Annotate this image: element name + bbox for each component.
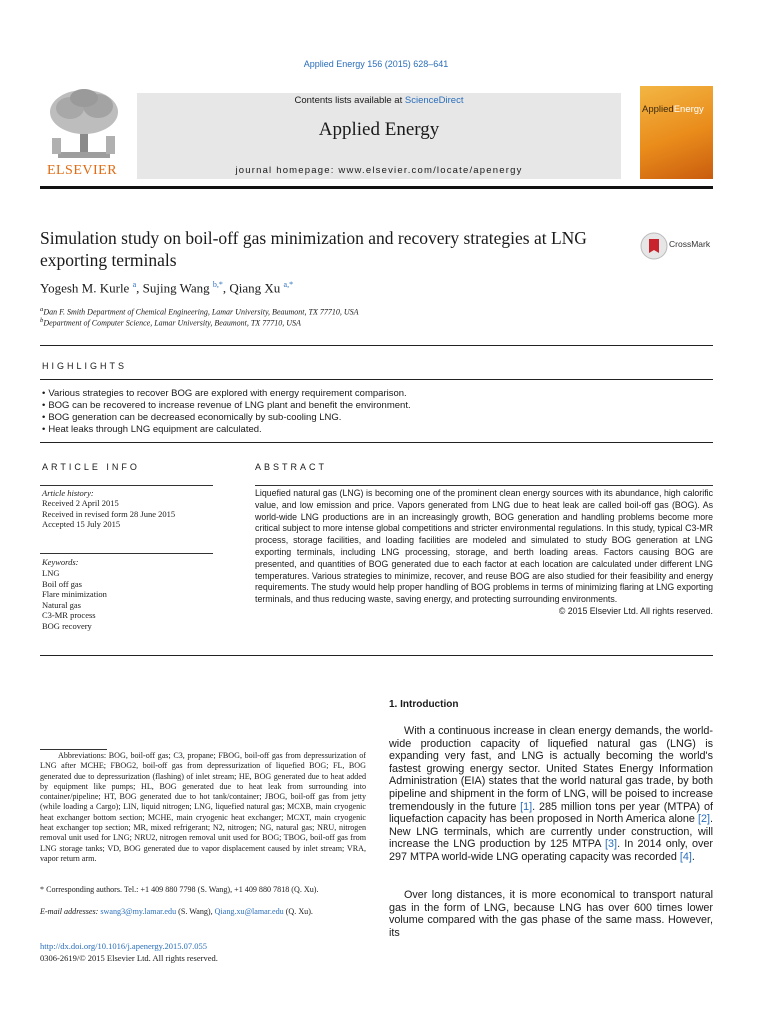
abstract-heading: ABSTRACT [255, 462, 328, 472]
keyword: LNG [42, 568, 60, 578]
list-item: • Heat leaks through LNG equipment are calculated. [42, 424, 411, 436]
highlights-list [42, 388, 411, 436]
divider [40, 485, 213, 486]
author-list: Yogesh M. Kurle $^a$, Sujing Wang $^{b,*}$, Qiang Xu $^{a,*}$ [40, 280, 294, 296]
article-history: Received 2 April 2015 Received in revised form 28 June 2015 Accepted 15 July 2015 [42, 498, 176, 529]
list-item: • Various strategies to recover BOG are explored with energy requirement comparison. [42, 388, 411, 400]
contents-line: Contents lists available at ScienceDirect [294, 95, 464, 106]
corresponding-footnote: * Corresponding authors. Tel.: +1 409 880 7798 (S. Wang), +1 409 880 7818 (Q. Xu). [40, 885, 319, 894]
author-name[interactable]: Sujing Wang [142, 280, 210, 296]
author-mark[interactable]: b,* [212, 280, 223, 289]
divider [40, 553, 213, 554]
affiliation: $^b$Department of Computer Science, Lamar University, Beaumont, TX 77710, USA [40, 317, 301, 328]
email-footnote: E-mail addresses: swang3@my.lamar.edu (S. Wang), Qiang.xu@lamar.edu (Q. Xu). [40, 907, 313, 916]
crossmark-label: CrossMark [669, 239, 711, 249]
ref-link[interactable]: [4] [679, 850, 692, 863]
footnote-divider [40, 749, 107, 750]
keyword: Boil off gas [42, 578, 82, 589]
author-mark[interactable]: a,* [283, 280, 294, 289]
sciencedirect-link[interactable]: ScienceDirect [404, 95, 464, 106]
highlights-heading: HIGHLIGHTS [42, 361, 128, 371]
keyword: Flare minimization [42, 589, 107, 599]
intro-paragraph: With a continuous increase in clean energy demands, the world-wide production capacity of liquefied natural gas (LNG) is expanding very fast, and LNG is actually becoming the world's fastest growing energy sector. United States Energy Information Administration (EIA) states that the world natural gas trade, by both pipeline and shipment in the form of LNG, will be poised to increase tremendously in the future [1]. 285 million tons per year (MTPA) of liquefaction capacity has been proposed in North America alone [2]. New LNG terminals, which are currently under construction, will increase the LNG production by 125 MTPA [3]. In 2014 only, over 297 MTPA world-wide LNG operating capacity was recorded [4]. [389, 725, 714, 863]
author-mark[interactable]: a [132, 280, 137, 289]
journal-citation[interactable]: Applied Energy 156 (2015) 628–641 [303, 59, 449, 69]
header-divider [40, 186, 713, 189]
journal-homepage[interactable]: journal homepage: www.elsevier.com/locate/apenergy [235, 165, 523, 176]
cover-title: AppliedEnergy [642, 104, 704, 115]
list-item: • BOG generation can be decreased economically by sub-cooling LNG. [42, 412, 411, 424]
abstract-text: Liquefied natural gas (LNG) is becoming one of the prominent clean energy sources with its abundance, high calorific value, and low emission and price. Vapors generated from LNG due to heat leak are called boil-off gas (BOG). As world-wide LNG productions are in an increasingly growth, BOG generation and handling problems become more critical subject to more intense global competitions and stricter environmental regulations. In this study, typical C3-MR process, storage facilities, and loading facilities are modeled and simulated to study BOG generation at LNG exporting terminals, including LNG processing, storage, and berth loading areas. Factors causing BOG are presented, and quantities of BOG generated due to each factor at each location are calculated under different LNG temperatures. Various strategies to minimize, recover, and reuse BOG are also studied for their feasibility and energy requirements. The study would help proper handling of BOG problems in terms of minimizing flaring at LNG exporting terminals, and thus reducing waste, saving energy, and protecting surrounding environments. © 2015 Elsevier Ltd. All rights reserved. [255, 488, 713, 616]
divider [255, 485, 713, 486]
article-info-heading: ARTICLE INFO [42, 462, 140, 472]
keyword: BOG recovery [42, 620, 92, 631]
issn-line: 0306-2619/© 2015 Elsevier Ltd. All rights reserved. [40, 953, 218, 963]
journal-cover-image [640, 86, 713, 179]
section-heading: 1. Introduction [389, 699, 459, 710]
crossmark-icon [640, 232, 668, 260]
keyword: Natural gas [42, 599, 81, 610]
author-name[interactable]: Yogesh M. Kurle [40, 280, 130, 296]
email-link[interactable]: swang3@my.lamar.edu [100, 907, 177, 916]
doi-link[interactable]: http://dx.doi.org/10.1016/j.apenergy.2015.07.055 [40, 941, 207, 951]
divider [40, 442, 713, 443]
keywords-label: Keywords: [42, 557, 79, 567]
affiliation: $^a$Dan F. Smith Department of Chemical Engineering, Lamar University, Beaumont, TX 77710, USA [40, 306, 359, 317]
journal-name: Applied Energy [318, 119, 440, 140]
divider [40, 345, 713, 346]
ref-link[interactable]: [1] [520, 800, 533, 813]
divider [40, 379, 713, 380]
email-link[interactable]: Qiang.xu@lamar.edu [214, 907, 284, 916]
article-title: Simulation study on boil-off gas minimization and recovery strategies at LNG exporting terminals [40, 228, 587, 270]
intro-paragraph: Over long distances, it is more economical to transport natural gas in the form of LNG, because LNG has over 600 times lower volume compared with the gas phase of the same mass. However, its [389, 889, 713, 939]
author-name[interactable]: Qiang Xu [229, 280, 281, 296]
elsevier-wordmark: ELSEVIER [46, 163, 118, 178]
article-history-label: Article history: [42, 488, 94, 498]
divider [40, 655, 713, 656]
list-item: • BOG can be recovered to increase revenue of LNG plant and benefit the environment. [42, 400, 411, 412]
keywords-list [42, 568, 107, 631]
abbreviations-footnote: Abbreviations: BOG, boil-off gas; C3, propane; FBOG, boil-off gas from depressurization of LNG after MCHE; FBOG2, boil-off gas from depressurization of liquefied BOG; FL, BOG generated due to depressurization (flashing) of inlet stream; HE, BOG generated due to heat added by equipment like pumps; HL, BOG generated due to heat leak from surrounding into container/pipeline; HT, BOG generated due to hot tank/container; JBOG, boil-off gas from jetty (while loading a Cargo); LIN, liquid nitrogen; LNG, liquefied natural gas; MCXB, main cryogenic heat exchanger bottom section; MCHE, main cryogenic heat exchanger; MCXT, main cryogenic heat exchanger top section; MR, mixed refrigerant; N2, nitrogen; NG, natural gas; NRU, nitrogen removal unit used for LNG; NRU2, nitrogen removal unit used for BOG; TBOG, boil-off gas from LNG storage tanks; VD, BOG generated due to vapor displacement caused by inlet stream; VRA, vapor return arm. [40, 751, 366, 863]
keyword: C3-MR process [42, 610, 96, 620]
copyright: © 2015 Elsevier Ltd. All rights reserved. [558, 605, 713, 616]
ref-link[interactable]: [3] [605, 838, 618, 851]
ref-link[interactable]: [2] [697, 813, 710, 826]
